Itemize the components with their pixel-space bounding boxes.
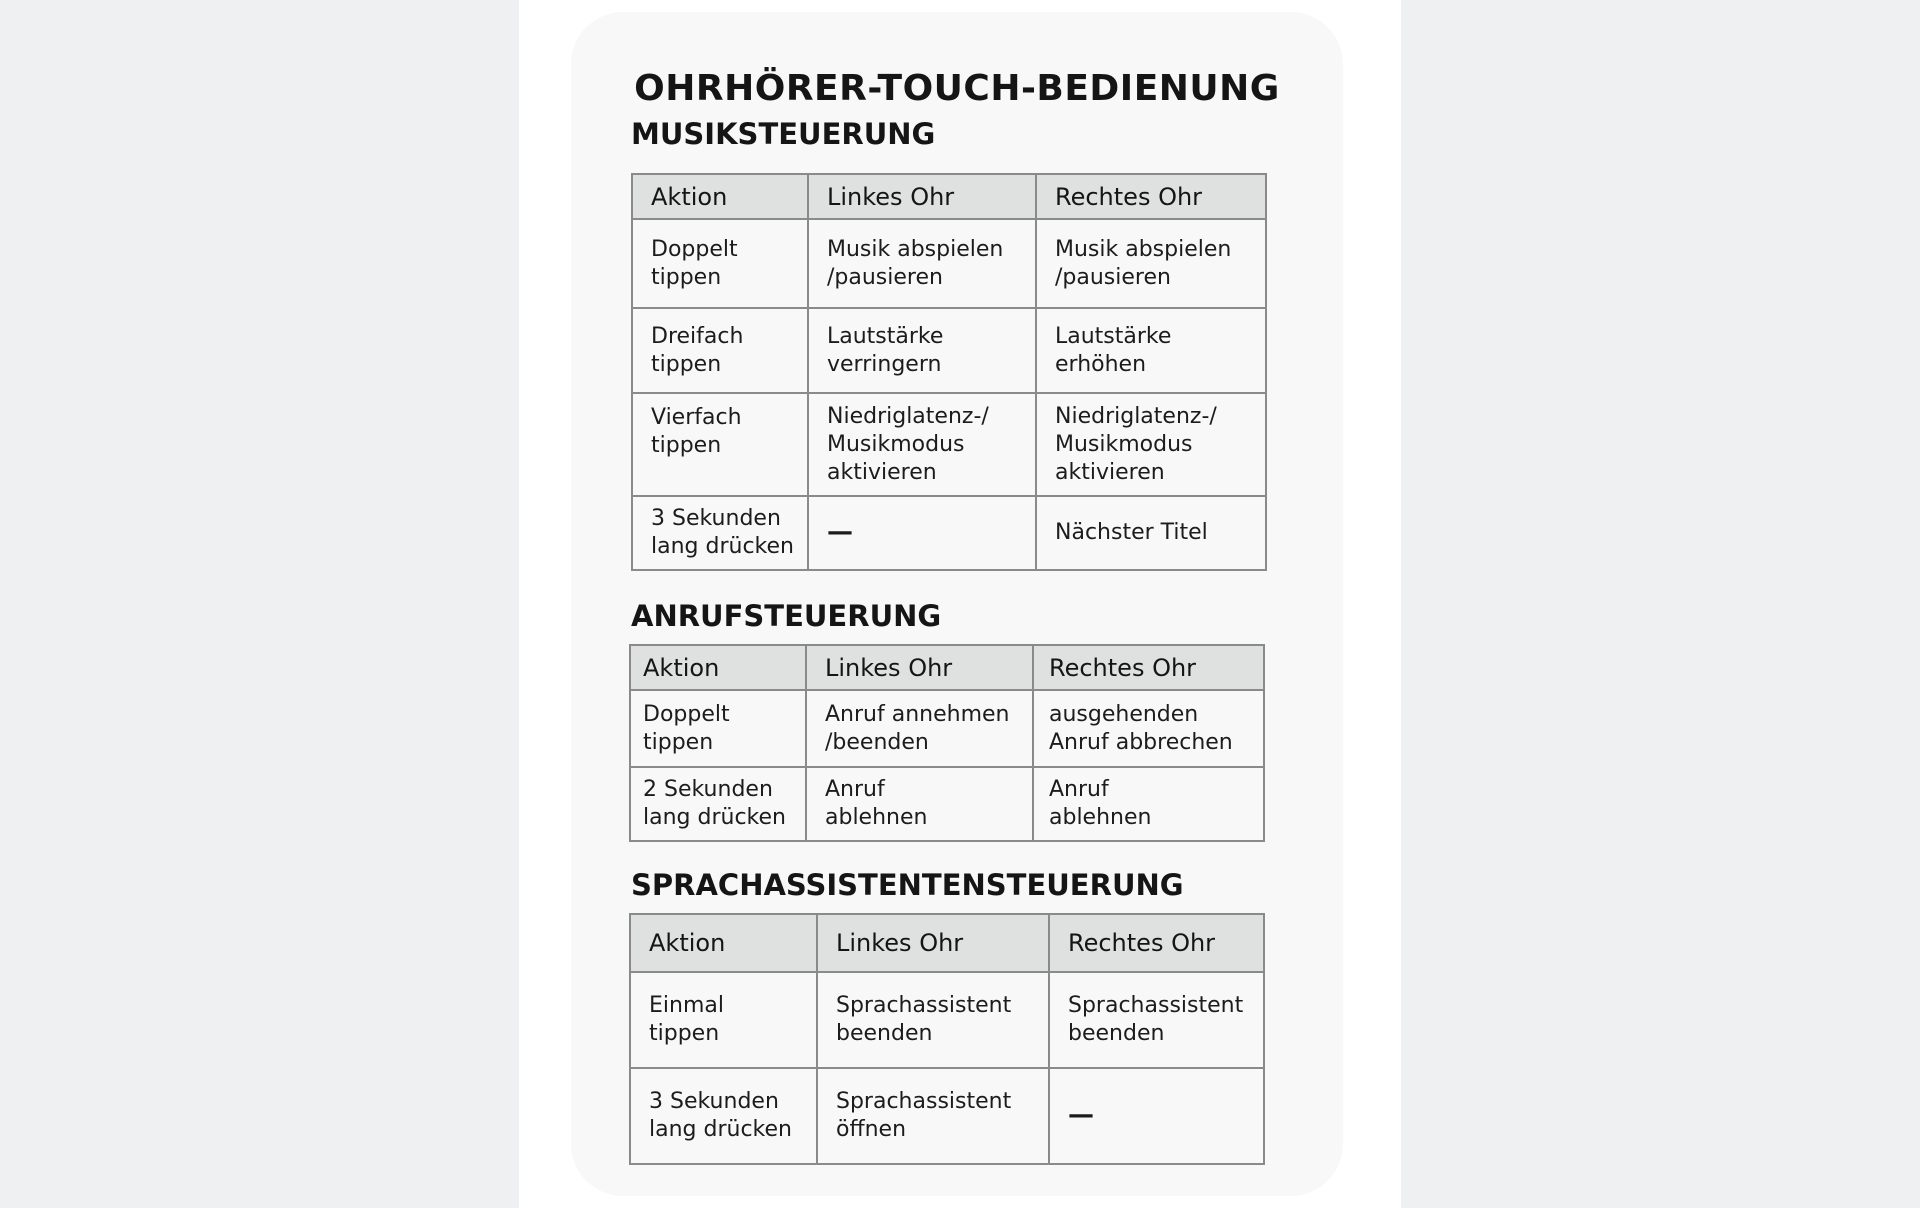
cell-line: Musikmodus (1055, 431, 1193, 457)
column-header-left-ear: Linkes Ohr (808, 174, 1036, 219)
cell-line: Anruf annehmen (825, 701, 1010, 727)
cell-line: tippen (649, 1021, 720, 1046)
assistant-section-heading: SPRACHASSISTENTENSTEUERUNG (631, 868, 1184, 902)
action-cell (632, 308, 808, 393)
table-row (632, 219, 1266, 308)
cell-line: Anruf abbrechen (1049, 729, 1233, 755)
cell-line: öffnen (836, 1117, 907, 1142)
assistant-controls-table (629, 913, 1265, 1165)
empty-dash: — (827, 517, 853, 547)
left-ear-cell (817, 1068, 1049, 1164)
column-header-right-ear: Rechtes Ohr (1049, 914, 1264, 972)
cell-line: beenden (836, 1021, 933, 1046)
cell-line: lang drücken (643, 805, 786, 830)
cell-line: Dreifach (651, 323, 744, 349)
cell-line: Nächster Titel (1055, 520, 1208, 545)
cell-line: Niedriglatenz-/ (1055, 403, 1217, 429)
cell-line: Vierfach (651, 405, 742, 430)
cell-line: 2 Sekunden (643, 777, 773, 802)
cell-line: tippen (651, 433, 722, 458)
action-cell (630, 767, 806, 841)
music-controls-table (631, 173, 1267, 571)
cell-line: Anruf (1049, 777, 1109, 802)
cell-line: 3 Sekunden (649, 1089, 779, 1114)
left-ear-cell (817, 972, 1049, 1068)
cell-line: ablehnen (825, 805, 928, 830)
music-section-heading: MUSIKSTEUERUNG (631, 117, 936, 151)
table-row (630, 1068, 1264, 1164)
cell-line: ausgehenden (1049, 701, 1199, 727)
column-header-action: Aktion (630, 645, 806, 690)
column-header-left-ear: Linkes Ohr (817, 914, 1049, 972)
cell-line: Doppelt (643, 701, 730, 727)
table-row (630, 690, 1264, 767)
cell-line: Musikmodus (827, 431, 965, 457)
right-ear-cell (1036, 308, 1266, 393)
action-cell (632, 496, 808, 570)
cell-line: beenden (1068, 1021, 1165, 1046)
cell-line: Sprachassistent (836, 1089, 1012, 1114)
left-ear-cell (808, 393, 1036, 496)
right-ear-cell (1049, 972, 1264, 1068)
table-header-row (632, 174, 1266, 219)
table-row (630, 767, 1264, 841)
column-header-left-ear: Linkes Ohr (806, 645, 1033, 690)
table-header-row (630, 645, 1264, 690)
left-ear-cell (806, 767, 1033, 841)
action-cell (632, 393, 808, 496)
cell-line: Lautstärke (1055, 323, 1172, 349)
cell-line: tippen (651, 264, 722, 290)
left-ear-cell (806, 690, 1033, 767)
table-row (632, 496, 1266, 570)
right-ear-cell (1036, 496, 1266, 570)
document-page (519, 0, 1401, 1208)
right-ear-cell (1036, 393, 1266, 496)
cell-line: ablehnen (1049, 805, 1152, 830)
cell-line: Musik abspielen (1055, 236, 1232, 262)
cell-line: Einmal (649, 993, 724, 1018)
call-section-heading: ANRUFSTEUERUNG (631, 599, 942, 633)
action-cell (632, 219, 808, 308)
cell-line: verringern (827, 351, 942, 377)
column-header-action: Aktion (630, 914, 817, 972)
cell-line: /beenden (825, 729, 929, 755)
empty-dash: — (1068, 1100, 1094, 1130)
cell-line: Doppelt (651, 236, 738, 262)
instruction-card (571, 12, 1343, 1196)
cell-line: aktivieren (827, 459, 937, 485)
table-header-row (630, 914, 1264, 972)
column-header-right-ear: Rechtes Ohr (1033, 645, 1264, 690)
column-header-action: Aktion (632, 174, 808, 219)
action-cell (630, 972, 817, 1068)
cell-line: Lautstärke (827, 323, 944, 349)
left-ear-cell (808, 308, 1036, 393)
cell-line: aktivieren (1055, 459, 1165, 485)
cell-line: Niedriglatenz-/ (827, 403, 989, 429)
table-row (632, 393, 1266, 496)
left-ear-cell (808, 219, 1036, 308)
right-ear-cell (1033, 767, 1264, 841)
right-ear-cell (1033, 690, 1264, 767)
right-ear-cell (1036, 219, 1266, 308)
cell-line: Anruf (825, 777, 885, 802)
document-title: OHRHÖRER-TOUCH-BEDIENUNG (634, 68, 1280, 109)
cell-line: tippen (651, 351, 722, 377)
right-ear-cell (1049, 1068, 1264, 1164)
left-ear-cell (808, 496, 1036, 570)
cell-line: 3 Sekunden (651, 506, 781, 531)
call-controls-table (629, 644, 1265, 842)
cell-line: erhöhen (1055, 351, 1147, 377)
action-cell (630, 690, 806, 767)
cell-line: Sprachassistent (1068, 993, 1244, 1018)
cell-line: tippen (643, 729, 714, 755)
cell-line: /pausieren (1055, 264, 1171, 290)
cell-line: Sprachassistent (836, 993, 1012, 1018)
table-row (630, 972, 1264, 1068)
cell-line: Musik abspielen (827, 236, 1004, 262)
table-row (632, 308, 1266, 393)
cell-line: lang drücken (649, 1117, 792, 1142)
cell-line: lang drücken (651, 534, 794, 559)
column-header-right-ear: Rechtes Ohr (1036, 174, 1266, 219)
action-cell (630, 1068, 817, 1164)
cell-line: /pausieren (827, 264, 943, 290)
